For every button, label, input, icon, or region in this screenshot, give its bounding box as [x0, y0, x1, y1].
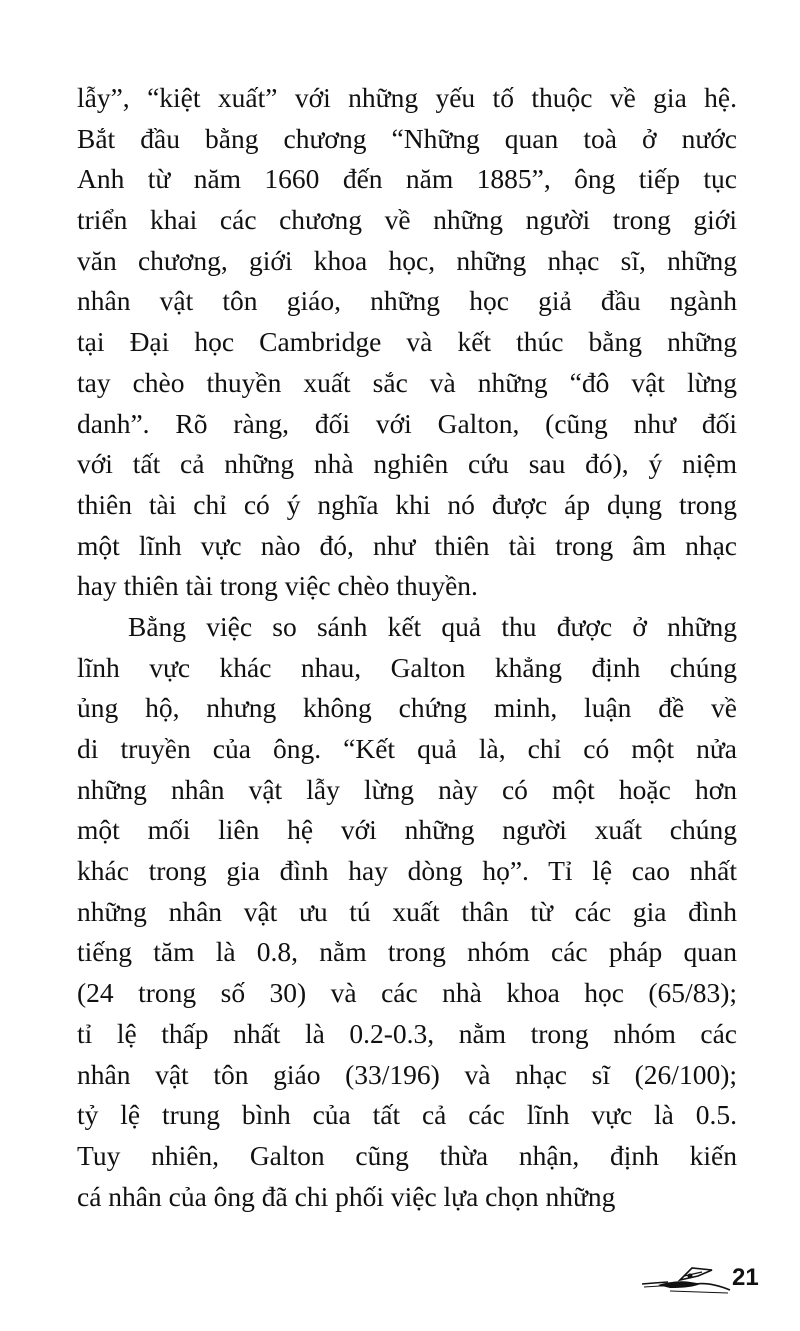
paragraph	[77, 78, 737, 607]
rowing-boat-ornament-icon	[640, 1264, 732, 1294]
text-line: tỷ lệ trung bình của tất cả các lĩnh vực là 0.5.	[77, 1099, 737, 1131]
text-line: thiên tài chỉ có ý nghĩa khi nó được áp dụng trong	[77, 488, 737, 520]
text-line: những nhân vật lẫy lừng này có một hoặc hơn	[77, 773, 737, 805]
text-line: lẫy”, “kiệt xuất” với những yếu tố thuộc về gia hệ.	[77, 82, 737, 113]
text-line: những nhân vật ưu tú xuất thân từ các gia đình	[77, 895, 737, 927]
text-line: Bắt đầu bằng chương “Những quan toà ở nước	[77, 122, 737, 154]
text-line: danh”. Rõ ràng, đối với Galton, (cũng như đối	[77, 407, 737, 439]
page-body	[77, 78, 737, 1217]
text-line: Bằng việc so sánh kết quả thu được ở những	[128, 610, 737, 642]
text-line: với tất cả những nhà nghiên cứu sau đó), ý niệm	[77, 448, 737, 480]
page-number: 21	[732, 1264, 759, 1291]
text-line: tại Đại học Cambridge và kết thúc bằng những	[77, 326, 737, 358]
text-line: ủng hộ, nhưng không chứng minh, luận đề về	[77, 692, 737, 724]
text-line: tiếng tăm là 0.8, nằm trong nhóm các pháp quan	[77, 936, 737, 968]
page-footer	[640, 1262, 759, 1296]
text-line: văn chương, giới khoa học, những nhạc sĩ, những	[77, 244, 737, 276]
text-line: cá nhân của ông đã chi phối việc lựa chọn những	[77, 1180, 616, 1212]
text-line: một mối liên hệ với những người xuất chúng	[77, 814, 737, 846]
text-line: nhân vật tôn giáo (33/196) và nhạc sĩ (26/100);	[77, 1058, 737, 1090]
text-line: một lĩnh vực nào đó, như thiên tài trong âm nhạc	[77, 529, 737, 561]
text-line: nhân vật tôn giáo, những học giả đầu ngành	[77, 285, 737, 317]
text-line: (24 trong số 30) và các nhà khoa học (65/83);	[77, 977, 737, 1009]
text-line: Anh từ năm 1660 đến năm 1885”, ông tiếp tục	[77, 163, 737, 195]
paragraph	[77, 607, 737, 1217]
text-line: Tuy nhiên, Galton cũng thừa nhận, định kiến	[77, 1139, 737, 1171]
text-line: di truyền của ông. “Kết quả là, chỉ có một nửa	[77, 733, 737, 764]
text-line: hay thiên tài trong việc chèo thuyền.	[77, 570, 478, 602]
text-line: tay chèo thuyền xuất sắc và những “đô vật lừng	[77, 366, 737, 398]
text-line: lĩnh vực khác nhau, Galton khẳng định chúng	[77, 651, 737, 683]
text-line: triển khai các chương về những người trong giới	[77, 204, 737, 236]
text-line: tỉ lệ thấp nhất là 0.2-0.3, nằm trong nhóm các	[77, 1017, 737, 1049]
text-line: khác trong gia đình hay dòng họ”. Tỉ lệ cao nhất	[77, 855, 737, 887]
